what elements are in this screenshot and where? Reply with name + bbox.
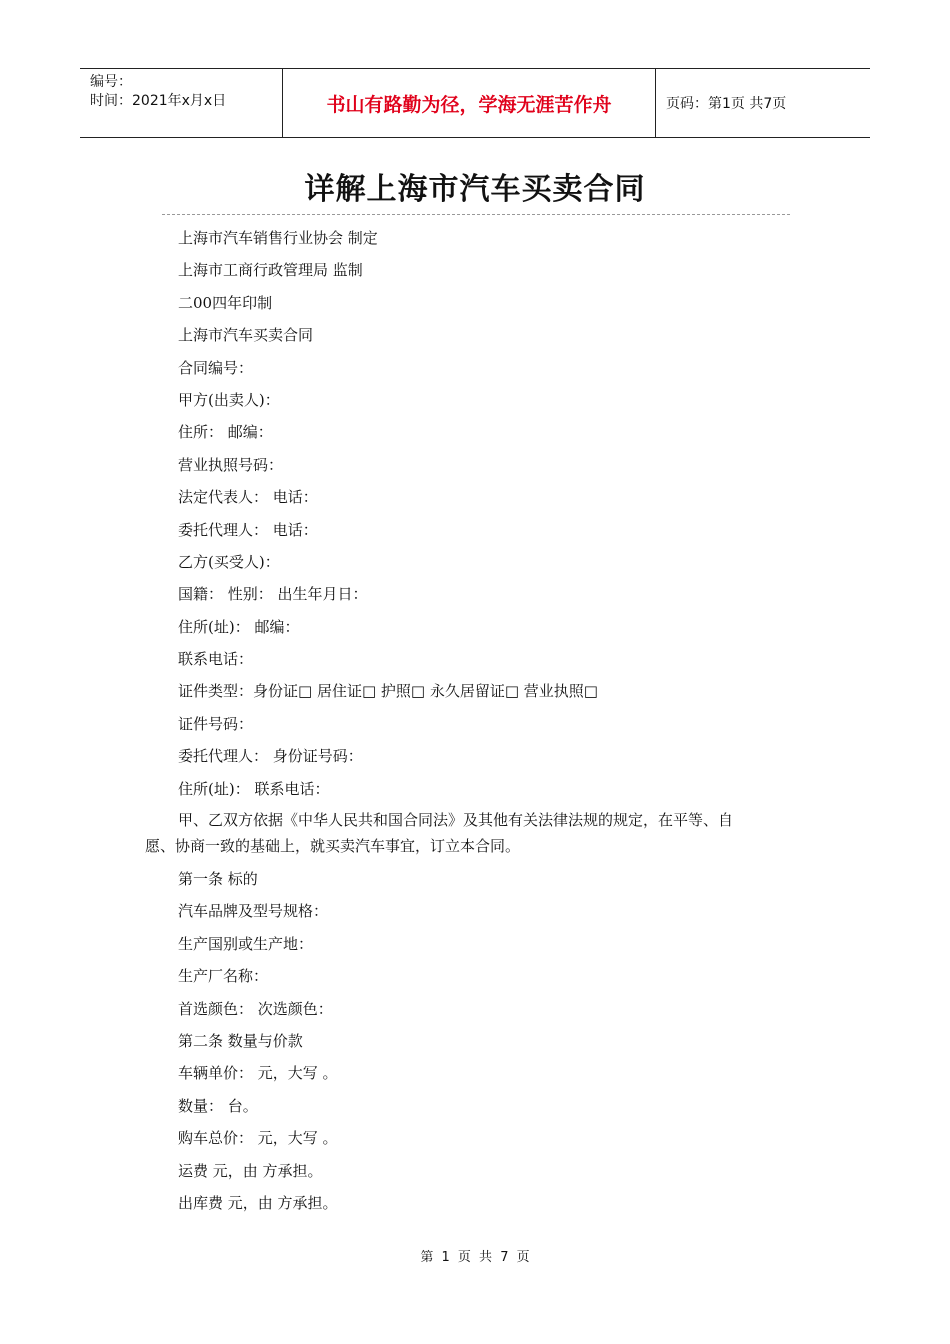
body-line: 营业执照号码： — [178, 455, 284, 474]
header-meta — [80, 69, 282, 137]
preamble-paragraph — [145, 807, 805, 859]
body-line: 证件号码： — [178, 714, 254, 733]
body-line: 购车总价： 元，大写 。 — [178, 1129, 338, 1148]
body-line: 第二条 数量与价款 — [178, 1031, 303, 1050]
time-label: 时间：2021年x月x日 — [90, 93, 227, 109]
top-lines — [145, 222, 805, 805]
body-line: 法定代表人： 电话： — [178, 488, 318, 507]
paragraph-line-1: 甲、乙双方依据《中华人民共和国合同法》及其他有关法律法规的规定，在平等、自 — [178, 811, 734, 830]
body-line: 住所(址)： 联系电话： — [178, 779, 330, 798]
body-line: 联系电话： — [178, 650, 254, 669]
body-line: 甲方(出卖人)： — [178, 390, 280, 409]
body-line: 汽车品牌及型号规格： — [178, 902, 329, 921]
title-divider — [162, 214, 790, 215]
body-line: 运费 元，由 方承担。 — [178, 1161, 323, 1180]
document-title: 详解上海市汽车买卖合同 — [304, 172, 646, 207]
header-motto: 书山有路勤为径，学海无涯苦作舟 — [282, 69, 656, 137]
body-line: 数量： 台。 — [178, 1096, 258, 1115]
body-line: 二00四年印制 — [178, 293, 273, 312]
body-line: 国籍： 性别： 出生年月日： — [178, 585, 368, 604]
body-line: 委托代理人： 身份证号码： — [178, 747, 363, 766]
body-line: 乙方(买受人)： — [178, 552, 280, 571]
body-line: 车辆单价： 元，大写 。 — [178, 1064, 338, 1083]
body-line: 合同编号： — [178, 358, 254, 377]
body-line: 住所(址)： 邮编： — [178, 617, 300, 636]
body-line: 生产国别或生产地： — [178, 934, 314, 953]
body-line: 委托代理人： 电话： — [178, 520, 318, 539]
body-line: 证件类型：身份证□ 居住证□ 护照□ 永久居留证□ 营业执照□ — [178, 682, 598, 701]
body-line: 第一条 标的 — [178, 870, 258, 889]
body-line: 上海市工商行政管理局 监制 — [178, 261, 363, 280]
body-line: 上海市汽车买卖合同 — [178, 326, 314, 345]
bottom-lines — [145, 863, 805, 1219]
document-body — [145, 222, 805, 1219]
body-line: 生产厂名称： — [178, 967, 269, 986]
body-line: 上海市汽车销售行业协会 制定 — [178, 229, 378, 247]
body-line: 首选颜色： 次选颜色： — [178, 999, 333, 1018]
header-page-info: 页码：第1页 共7页 — [666, 96, 787, 112]
paragraph-line-2: 愿、协商一致的基础上，就买卖汽车事宜，订立本合同。 — [145, 837, 521, 856]
page-footer: 第 1 页 共 7 页 — [420, 1250, 530, 1265]
number-label: 编号： — [90, 74, 132, 90]
body-line: 出库费 元，由 方承担。 — [178, 1193, 338, 1212]
body-line: 住所： 邮编： — [178, 423, 273, 442]
document-header — [80, 68, 870, 138]
